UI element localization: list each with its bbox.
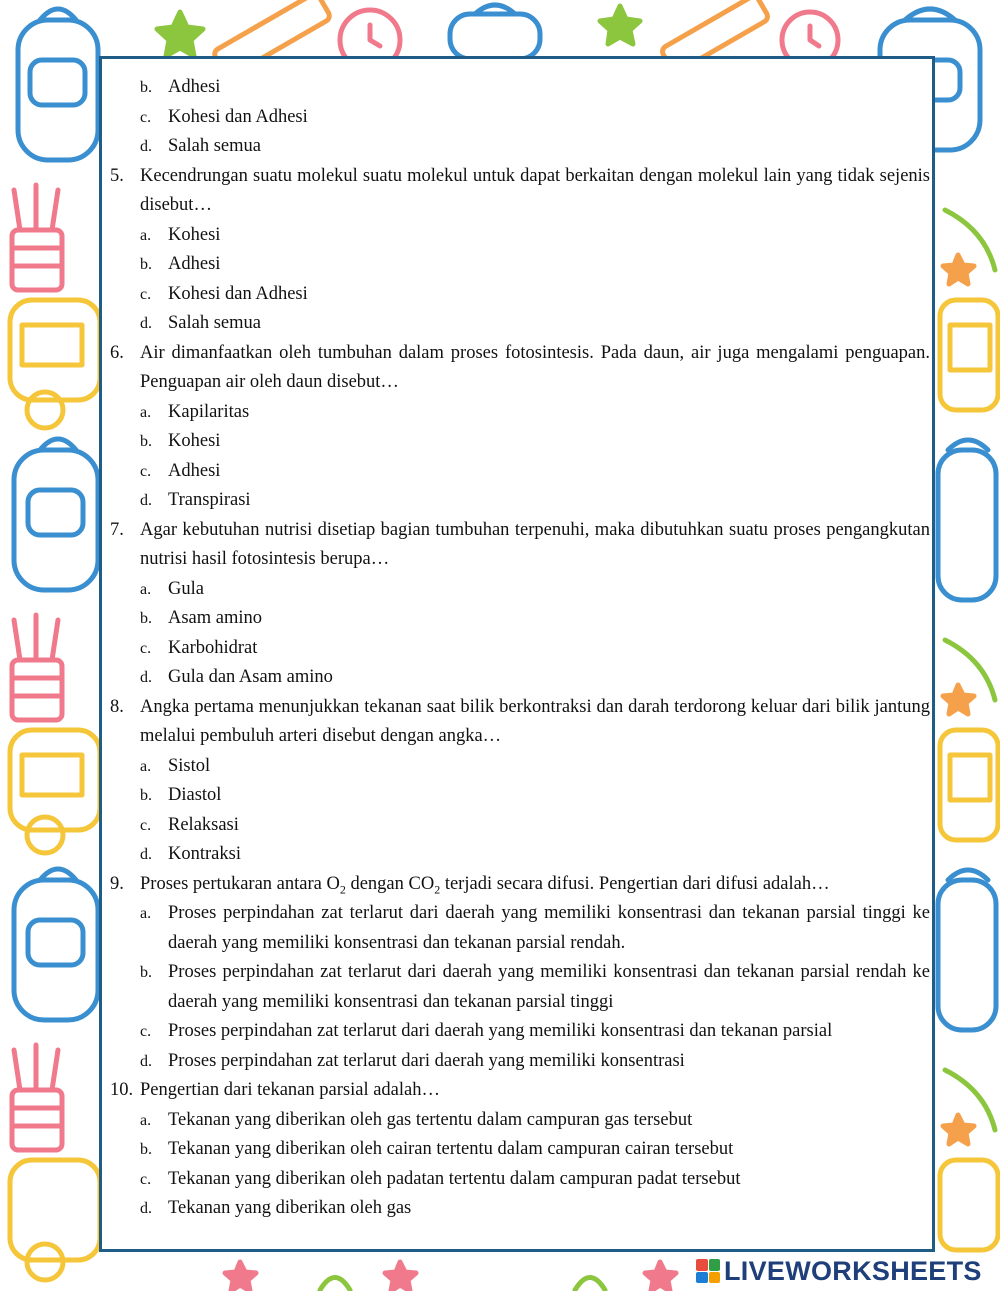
pencil-cup-icon	[12, 185, 62, 290]
option-text: Salah semua	[168, 136, 261, 156]
option-row[interactable]	[140, 1017, 930, 1047]
option-text: Diastol	[168, 785, 222, 805]
star-icon	[943, 685, 974, 714]
option-text: Kontraksi	[168, 844, 241, 864]
question-number: 6.	[110, 342, 124, 363]
option-text: Adhesi	[168, 254, 221, 274]
star-icon	[645, 1262, 676, 1291]
option-text: Proses perpindahan zat terlarut dari daerah yang memiliki konsentrasi dan tekanan parsial rendah ke daerah yang memiliki konsentrasi dan tekanan parsial tinggi	[168, 962, 930, 1012]
option-letter: b.	[140, 610, 152, 627]
option-row[interactable]	[140, 221, 930, 251]
option-row[interactable]	[140, 280, 930, 310]
question-number: 7.	[110, 519, 124, 540]
option-text: Proses perpindahan zat terlarut dari daerah yang memiliki konsentrasi dan tekanan parsial tinggi ke daerah yang memiliki konsentrasi dan tekanan parsial rendah.	[168, 903, 930, 953]
option-row[interactable]	[140, 1047, 930, 1077]
option-letter: c.	[140, 1023, 152, 1040]
question-6	[110, 339, 930, 398]
backpack-icon	[14, 869, 98, 1020]
option-letter: b.	[140, 79, 152, 96]
option-row[interactable]	[140, 604, 930, 634]
option-text: Proses perpindahan zat terlarut dari daerah yang memiliki konsentrasi dan tekanan parsial	[168, 1021, 833, 1041]
option-text: Kohesi	[168, 224, 221, 245]
bus-icon	[940, 300, 998, 410]
question-text-part: terjadi secara difusi. Pengertian dari difusi adalah…	[440, 873, 830, 894]
question-text	[140, 870, 930, 900]
star-icon	[385, 1262, 416, 1291]
option-row[interactable]	[140, 250, 930, 280]
option-row[interactable]	[140, 398, 930, 428]
option-row[interactable]	[140, 73, 930, 103]
option-row[interactable]	[140, 427, 930, 457]
option-text: Proses perpindahan zat terlarut dari daerah yang memiliki konsentrasi	[168, 1050, 685, 1071]
option-letter: d.	[140, 1200, 152, 1217]
question-8	[110, 693, 930, 752]
option-letter: d.	[140, 138, 152, 155]
pencil-cup-icon	[12, 1045, 62, 1150]
option-letter: c.	[140, 462, 152, 480]
option-text: Salah semua	[168, 313, 261, 333]
question-number: 10.	[110, 1080, 134, 1100]
option-letter: d.	[140, 669, 152, 686]
option-letter: a.	[140, 580, 152, 598]
option-text: Gula	[168, 578, 204, 599]
backpack-icon	[938, 440, 996, 600]
ruler-icon	[945, 210, 995, 270]
bus-icon	[10, 1160, 100, 1280]
option-row[interactable]	[140, 634, 930, 664]
option-row[interactable]	[140, 457, 930, 487]
option-row[interactable]	[140, 958, 930, 1017]
option-letter: b.	[140, 787, 152, 804]
option-row[interactable]	[140, 781, 930, 811]
question-text: Kecendrungan suatu molekul suatu molekul untuk dapat berkaitan dengan molekul lain yang tidak sejenis disebut…	[140, 165, 930, 215]
option-row[interactable]	[140, 575, 930, 605]
option-letter: d.	[140, 315, 152, 332]
option-row[interactable]	[140, 899, 930, 958]
option-row[interactable]	[140, 1165, 930, 1195]
option-letter: c.	[140, 816, 152, 834]
option-text: Tekanan yang diberikan oleh gas tertentu dalam campuran gas tersebut	[168, 1109, 693, 1130]
option-letter: b.	[140, 964, 152, 981]
question-9	[110, 870, 930, 900]
liveworksheets-logo-icon	[696, 1259, 720, 1283]
option-row[interactable]	[140, 663, 930, 693]
option-letter: a.	[140, 403, 152, 421]
logo-square	[696, 1259, 708, 1271]
star-icon	[943, 1115, 974, 1144]
option-letter: a.	[140, 905, 152, 922]
question-text: Pengertian dari tekanan parsial adalah…	[140, 1080, 440, 1100]
option-text: Adhesi	[168, 77, 221, 97]
question-text: Angka pertama menunjukkan tekanan saat bilik berkontraksi dan darah terdorong keluar dari bilik jantung melalui pembuluh arteri disebut dengan angka…	[140, 696, 930, 746]
option-letter: d.	[140, 846, 152, 863]
option-row[interactable]	[140, 1106, 930, 1136]
question-10	[110, 1076, 930, 1106]
option-letter: c.	[140, 285, 152, 303]
option-row[interactable]	[140, 811, 930, 841]
option-row[interactable]	[140, 103, 930, 133]
ruler-icon	[945, 640, 995, 700]
question-number: 9.	[110, 873, 124, 894]
ruler-icon	[320, 1278, 605, 1291]
pencil-cup-icon	[12, 615, 62, 720]
logo-square	[696, 1272, 708, 1284]
liveworksheets-brand[interactable]	[696, 1253, 982, 1289]
option-text: Kohesi dan Adhesi	[168, 106, 308, 127]
bus-icon	[10, 300, 100, 428]
star-icon	[225, 1262, 256, 1291]
question-number: 8.	[110, 696, 124, 717]
logo-square	[709, 1272, 721, 1284]
option-text: Kohesi	[168, 431, 221, 451]
bus-icon	[10, 730, 100, 853]
option-letter: b.	[140, 433, 152, 450]
backpack-icon	[18, 9, 98, 160]
option-letter: a.	[140, 1111, 152, 1129]
option-letter: d.	[140, 1052, 152, 1070]
option-text: Kohesi dan Adhesi	[168, 283, 308, 304]
star-icon	[157, 12, 203, 56]
option-row[interactable]	[140, 752, 930, 782]
question-list	[110, 73, 930, 1224]
backpack-icon	[938, 870, 996, 1030]
subscript: 2	[339, 882, 346, 897]
option-text: Tekanan yang diberikan oleh cairan tertentu dalam campuran cairan tersebut	[168, 1139, 734, 1159]
bus-icon	[940, 1160, 998, 1250]
question-7	[110, 516, 930, 575]
question-text: Air dimanfaatkan oleh tumbuhan dalam proses fotosintesis. Pada daun, air juga mengalami penguapan. Penguapan air oleh daun disebut…	[140, 342, 930, 392]
option-text: Sistol	[168, 755, 211, 776]
option-text: Gula dan Asam amino	[168, 667, 333, 687]
option-letter: c.	[140, 639, 152, 657]
backpack-icon	[450, 5, 540, 59]
star-icon	[600, 6, 640, 44]
option-row[interactable]	[140, 1194, 930, 1224]
bus-icon	[940, 730, 998, 840]
option-text: Tekanan yang diberikan oleh gas	[168, 1198, 412, 1218]
question-text-part: dengan CO	[345, 873, 435, 894]
star-icon	[943, 255, 974, 284]
question-number: 5.	[110, 165, 124, 186]
question-5	[110, 162, 930, 221]
option-text: Asam amino	[168, 608, 263, 628]
ruler-icon	[945, 1070, 995, 1130]
option-row[interactable]	[140, 1135, 930, 1165]
option-text: Adhesi	[168, 460, 221, 481]
worksheet-frame	[99, 56, 935, 1252]
question-text: Agar kebutuhan nutrisi disetiap bagian tumbuhan terpenuhi, maka dibutuhkan suatu proses pengangkutan nutrisi hasil fotosintesis berupa…	[140, 519, 930, 569]
logo-square	[709, 1259, 721, 1271]
subscript: 2	[434, 882, 441, 897]
option-row[interactable]	[140, 840, 930, 870]
backpack-icon	[14, 439, 98, 590]
option-row[interactable]	[140, 132, 930, 162]
option-letter: b.	[140, 1141, 152, 1158]
option-letter: c.	[140, 1170, 152, 1188]
option-letter: d.	[140, 492, 152, 509]
option-letter: c.	[140, 108, 152, 126]
option-letter: a.	[140, 226, 152, 244]
option-text: Karbohidrat	[168, 637, 258, 658]
option-row[interactable]	[140, 486, 930, 516]
option-row[interactable]	[140, 309, 930, 339]
option-letter: a.	[140, 757, 152, 775]
option-text: Tekanan yang diberikan oleh padatan tertentu dalam campuran padat tersebut	[168, 1168, 741, 1189]
option-text: Transpirasi	[168, 490, 251, 510]
option-letter: b.	[140, 256, 152, 273]
question-text-part: Proses pertukaran antara O	[140, 873, 340, 894]
brand-name: LIVEWORKSHEETS	[724, 1255, 982, 1286]
option-text: Relaksasi	[168, 814, 239, 835]
option-text: Kapilaritas	[168, 401, 250, 422]
